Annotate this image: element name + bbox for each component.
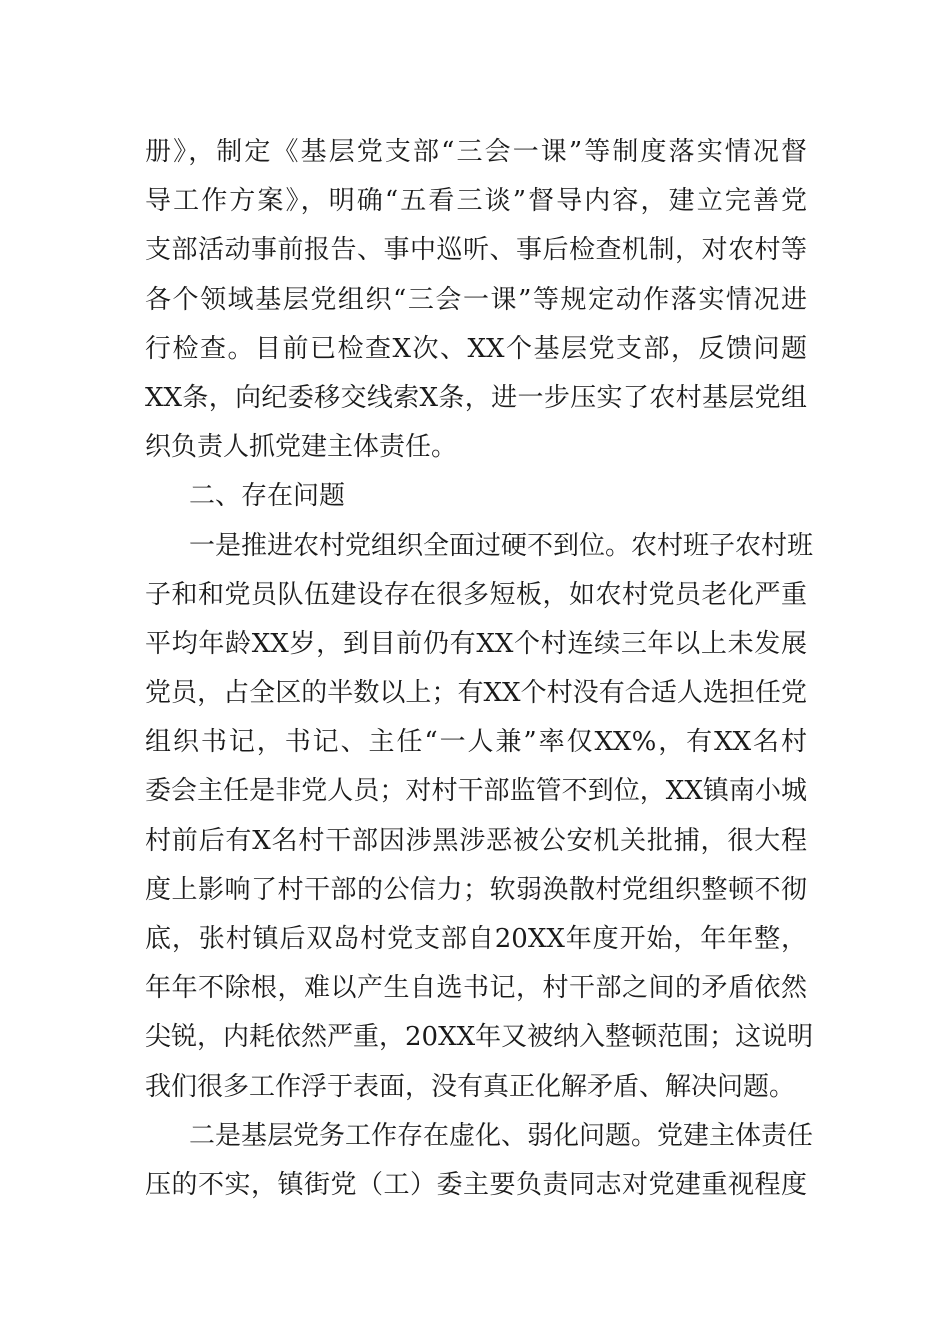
text-line: 年年不除根，难以产生自选书记，村干部之间的矛盾依然 <box>145 973 807 1004</box>
text-line: 子和和党员队伍建设存在很多短板，如农村党员老化严重 <box>145 579 807 610</box>
text-line: 二、存在问题 <box>189 481 346 512</box>
text-line: 导工作方案》，明确“五看三谈”督导内容，建立完善党 <box>145 186 807 217</box>
text-line: 尖锐，内耗依然严重，20XX年又被纳入整顿范围；这说明 <box>145 1022 814 1053</box>
text-line: 委会主任是非党人员；对村干部监管不到位，XX镇南小城 <box>145 776 807 807</box>
text-line: 各个领域基层党组织“三会一课”等规定动作落实情况进 <box>145 284 807 315</box>
text-line: 行检查。目前已检查X次、XX个基层党支部，反馈问题 <box>145 333 807 364</box>
text-line: 村前后有X名村干部因涉黑涉恶被公安机关批捕，很大程 <box>145 825 807 856</box>
text-line: 我们很多工作浮于表面，没有真正化解矛盾、解决问题。 <box>145 1071 796 1102</box>
text-line: 压的不实，镇街党（工）委主要负责同志对党建重视程度 <box>145 1169 807 1200</box>
text-line: XX条，向纪委移交线索X条，进一步压实了农村基层党组 <box>145 382 807 413</box>
text-line: 支部活动事前报告、事中巡听、事后检查机制，对农村等 <box>145 235 807 266</box>
text-line: 织负责人抓党建主体责任。 <box>145 432 458 463</box>
text-line: 度上影响了村干部的公信力；软弱涣散村党组织整顿不彻 <box>145 874 807 905</box>
text-line: 二是基层党务工作存在虚化、弱化问题。党建主体责任 <box>189 1120 814 1151</box>
text-line: 平均年龄XX岁，到目前仍有XX个村连续三年以上未发展 <box>145 628 807 659</box>
text-line: 底，张村镇后双岛村党支部自20XX年度开始，年年整， <box>145 924 807 954</box>
text-line: 册》，制定《基层党支部“三会一课”等制度落实情况督 <box>145 137 807 167</box>
text-line: 组织书记，书记、主任“一人兼”率仅XX%，有XX名村 <box>145 727 807 758</box>
text-line: 党员，占全区的半数以上；有XX个村没有合适人选担任党 <box>145 678 807 709</box>
document-body <box>145 128 814 1210</box>
text-line: 一是推进农村党组织全面过硬不到位。农村班子农村班 <box>189 530 814 561</box>
